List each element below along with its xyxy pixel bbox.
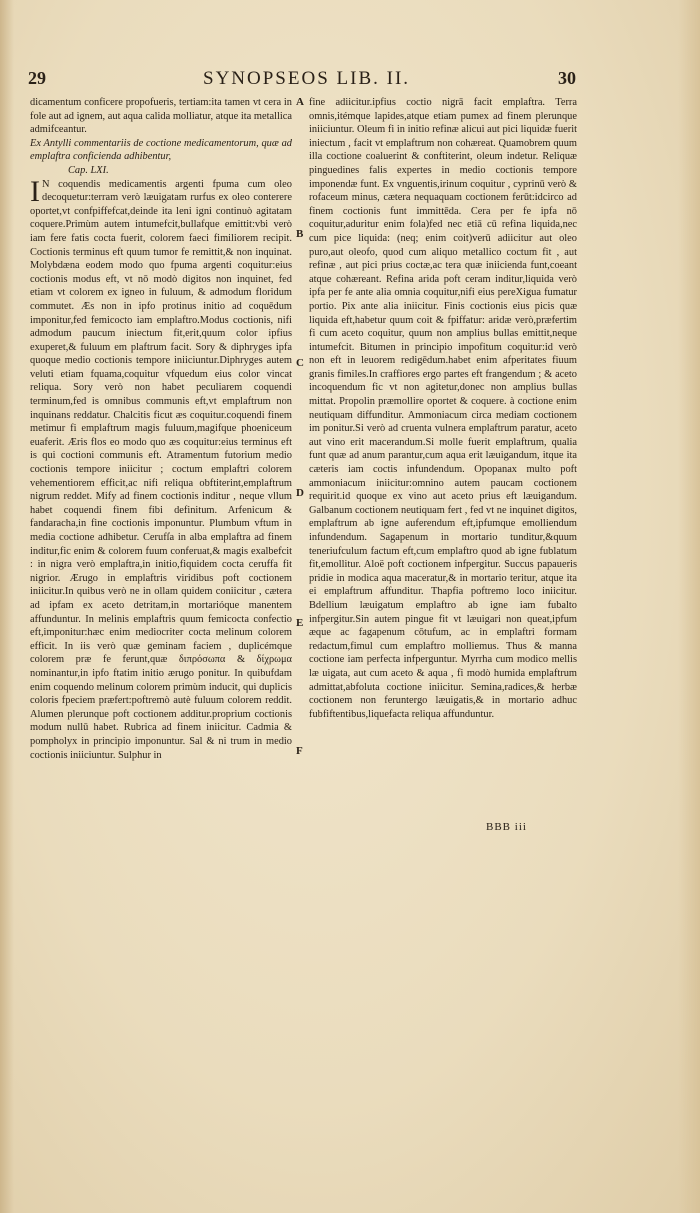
right-column: [309, 96, 577, 721]
margin-letter-b: B: [296, 228, 304, 240]
left-column: [30, 96, 292, 762]
margin-letter-c: C: [296, 357, 304, 369]
page-number-left: 29: [28, 68, 46, 88]
margin-letter-d: D: [296, 487, 304, 499]
page-edge-shadow-right: [678, 0, 700, 1213]
page-number-right: 30: [558, 68, 576, 88]
page-header: [28, 68, 576, 94]
chapter-body: IN coquendis medicamentis argenti fpuma cum oleo decoquetur:terram verò læuigatam rurfus ex oleo conterere oportet,vt confpiffefcat,deinde ita leni igni continuò agitatam coquere.Primùm autem intumefcit,bullafque emittit:vbi verò iam fere fatis cocta fuerit, colorem faeci fimiliorem recipit. Coctionis terminus eft quum tumor fe remittit,& non inquinat. Molybdæna eodem modo quo fpuma argenti coquitur:eius coctionis modus eft, vt nō modò digitos non inquinet, fed etiam vt colorem ex igneo in fuluum, & admodum floridum commutet. Æs non in ipfo protinus initio ad coquēdum imponitur,fed femicocto iam emplaftro.Modus coctionis, nifi admodum paucum iniectum fit,erit,quum color ipfius exuperet,& fuluum em plaftrum facit. Sory & diphryges ipfa quoque medio coctionis tempore iniiciuntur.Diphryges autem veluti etiam fquama,coquitur vfquedum eius color vincat reliqua. Sory verò non habet peculiarem coquendi terminum,fed is omnibus communis eft,vt emplaftrum non inquinans reddatur. Chalcitis ficut æs coquitur.coquendi finem metimur fi emplaftrum magis fuluum,magifque phoeniceum euaferit. Æris flos eo modo quo æs coquitur:eius terminus eft is qui coctioni communis eft. Atramentum futorium medio coctionis tempore iniicitur ; coctum emplaftri colorem vehementiorem efficit,ac nifi reliqua obftiterint,emplaftrum nigrum reddet. Mify ad finem coctionis inditur , neque vllum habet coquendi finem fibi definitum. Arfenicum & fandaracha,in fine coctionis imponuntur. Plumbum vftum in media coctione adhibetur. Cerufſa in alba emplaftra ad finem inditur,fic enim & colorem fuum conferuat,& magis exalbefcit : in nigra verò emplaftra,in initio,fiquidem cocta ceruffa fit nigrior. Ærugo in emplaftris viridibus poft coctionem iniicitur.In quibus verò ne in ollam quidem coniicitur , cætera ad ipfam ex aceto detritam,in mortarióque manentem affunduntur. In melinis emplaftris quum femicocta confectio eft,imponitur:hæc enim mediocriter cocta melinum colorem efficit. In iis verò quæ geminam faciem , duplicémque colorem præ fe ferunt,quæ διπρόσωπα & δίχρωμα nominantur,in ipfo ftatim initio ærugo ponitur. In quibufdam enim coquendo melinum colorem primùm inducit, qui duplicis coloris fpeciem præfert:poftremò autè fuluum colorem reddit. Alumen plerunque poft coctionem additur.proprium coctionis modum nullū habet. Rubrica ad finem iniicitur. Cadmia & pompholyx in principio imponuntur. Sal & ni trum in medio coctionis iniiciuntur. Sulphur in: [30, 174, 292, 761]
margin-letter-f: F: [296, 745, 303, 757]
signature-mark: BBB iii: [486, 821, 527, 833]
chapter-heading: Ex Antylli commentariis de coctione medicamentorum, quæ ad emplaftra conficienda adhibentur,: [30, 137, 292, 163]
right-column-body: fine adiicitur.ipfius coctio nigrā facit emplaftra. Terra omnis,itémque lapides,atque etiam pumex ad finem plerunque iniiciuntur. Oleum fi in initio refinæ alicui aut pici liquidæ fuerit iniectum , facit vt emplaftrum non cohæreat. Quamobrem quum illa coctione coaluerint & conftiterint, oleum indetur. Reliquæ pinguedines falis expertes in medio coctionis tempore imponendæ funt. Ex vnguentis,irinum coquitur , cyprinū verò & rofaceum minus, cætera nequaquam coctionem ferūt:idcirco ad finem coctionis funt immittēda. Cera per fe ipfa nō coquitur,aduritur enim fola)fed nec etiā cū refina liquida,nec cum pice liquida: (neq; enim coit)verū adiicitur aut oleo puro,aut oleofo, quod cum aliquo metallico coctum fit , aut refinæ , aut pici prius coctæ,ac tera quæ iniicienda funt,coeant atque cohæreant. Refina arida poft ceram inditur,liquida verò ipfa per fe ante alia omnia coquitur,nifi eius pereXigua fumatur portio. Pix ante alia iniicitur. Finis coctionis eius picis quæ liquida eft,habetur quum coit & fpiffatur: aridæ verò,præfertim fi cum aceto coquitur, quum non amplius bullas emittit,neque intumefcit. Bitumen in principio impofitum coquitur:id verò non eft in leuorem redigēdum.habet enim afperitates fiuum granis fimiles.In craffiores ergo partes eft frangendum ; & aceto incoquendum fic vt non agitetur,donec non amplius bullas mittat. Propolin præmollire oportet & coquere. à coctione enim neutiquam diffunditur. Ammoniacum circa mediam coctionem im ponitur.Si verò ad cruenta vulnera emplaftrum paratur, aceto aut vino erit macerandum.Si molle fuerit emplaftrum, qualia funt quæ ad anum parantur,cum aqua erit læuigandum, itque ita cæteris iam coctis infundendum. Opopanax multo poft ammoniacum iniicitur:omnino autem paucam coctionem requirit.id quoque ex vino aut aceto prius eft læuigandum. Galbanum coctionem neutiquam fert , fed vt ne inquinet digitos, emplaftrum ab igne auferendum eft,ipfumque emolliendum infundendum. Sagapenum in mortario tunditur,&quum teneriufculum factum eft,cum emplaftro quod ab igne fublatum fit,emollitur. Aloë poft coctionem infpergitur. Succus papaueris pridie in modica aqua maceratur,& in mortario teritur, atque ita ei emplaftrum affunditur. Thapfia poftremo loco iniicitur. Bdellium læuigatum emplaftro ab igne iam fubalto infpergitur.Sin autem pingue fit vt læuigari non queat,ipfum æque ac fagapenum cōtufum, ac in emplaftri formam redactum,fimul cum emplaftro molliemus. Thus & manna coctione iam perfecta infperguntur. Myrrha cum modico mellis læ uigata, aut cum aceto & aqua , fi modò humida emplaftrum admittat,abfoluta coctione iniicitur. Semina,radices,& herbæ coctionem non feruntergo læuigatis,& in mortario adhuc fubfiftentibus,liquefacta reliqua affunduntur.: [309, 97, 577, 720]
page-edge-shadow-left: [0, 0, 14, 1213]
chapter-number: Cap. LXI.: [68, 164, 109, 176]
running-title: SYNOPSEOS LIB. II.: [203, 68, 411, 89]
margin-letter-e: E: [296, 617, 304, 629]
opening-paragraph: dicamentum conficere propofueris, tertiam:ita tamen vt cera in fole aut ad ignem, aut aqua calida molliatur, atque ita metallica admifceantur.: [30, 97, 292, 136]
margin-letter-a: A: [296, 96, 304, 108]
